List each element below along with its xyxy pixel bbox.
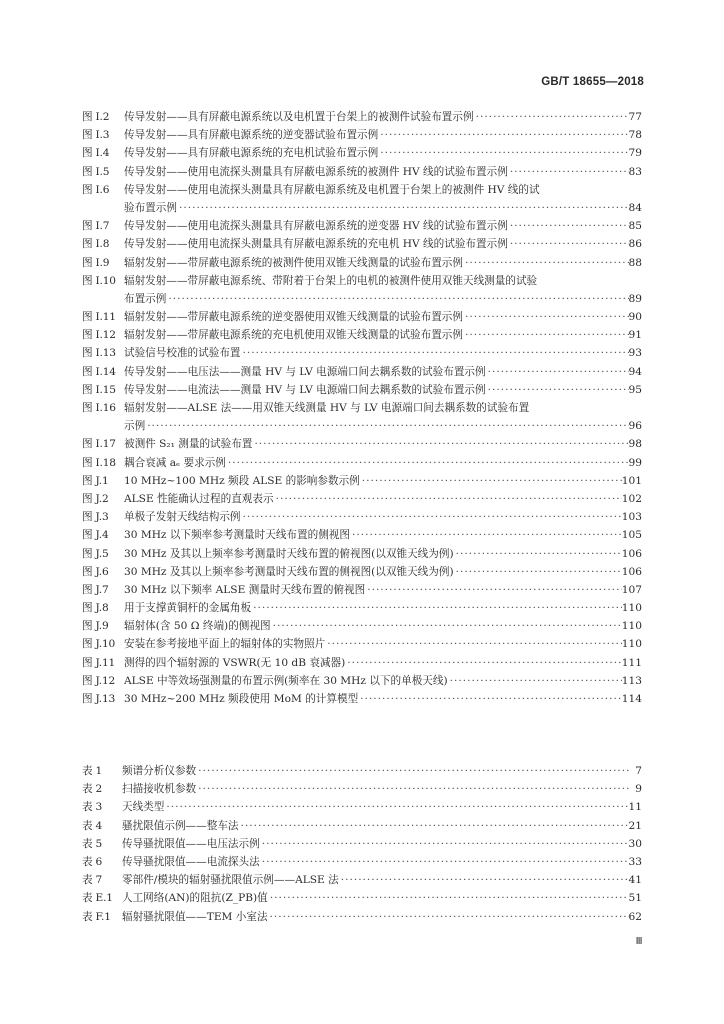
entry-label: 图 I.16 bbox=[82, 402, 116, 414]
entry-page: 7 bbox=[635, 765, 642, 777]
leader-dots bbox=[378, 126, 628, 144]
entry-title: 辐射发射——ALSE 法——用双锥天线测量 HV 与 LV 电源端口间去耦系数的试验布置 bbox=[124, 402, 530, 414]
leader-dots bbox=[508, 217, 629, 235]
entry-title: ALSE 性能确认过程的直观表示 bbox=[124, 492, 274, 505]
entry-title: 30 MHz 以下频率参考测量时天线布置的侧视图 bbox=[124, 529, 350, 542]
toc-entry[interactable] bbox=[82, 871, 642, 889]
standard-number: GB/T 18655—2018 bbox=[541, 76, 644, 88]
toc-entry[interactable] bbox=[82, 835, 642, 853]
entry-label: 图 J.9 bbox=[82, 620, 109, 633]
leader-dots bbox=[241, 344, 629, 362]
toc-entry[interactable] bbox=[82, 654, 642, 672]
entry-title: 测得的四个辐射源的 VSWR(无 10 dB 衰减器) bbox=[124, 656, 346, 669]
entry-label: 图 J.12 bbox=[82, 674, 116, 687]
entry-page: 110 bbox=[621, 602, 642, 615]
leader-dots bbox=[454, 563, 622, 581]
toc-entry[interactable] bbox=[82, 254, 642, 272]
entry-title: 传导骚扰限值——电流探头法 bbox=[122, 855, 260, 868]
entry-label: 图 J.13 bbox=[82, 693, 116, 705]
leader-dots bbox=[239, 817, 629, 835]
entry-title: 安装在参考接地平面上的辐射体的实物照片 bbox=[124, 638, 326, 651]
entry-title-continued: 验布置示例 bbox=[124, 201, 177, 214]
entry-title: 辐射骚扰限值——TEM 小室法 bbox=[122, 910, 268, 923]
toc-entry[interactable] bbox=[82, 908, 642, 926]
leader-dots bbox=[196, 780, 630, 798]
leader-dots bbox=[251, 599, 622, 617]
toc-entry[interactable] bbox=[82, 545, 642, 563]
leader-dots bbox=[350, 526, 622, 544]
entry-label: 表 6 bbox=[82, 855, 103, 868]
entry-label: 图 I.3 bbox=[82, 129, 110, 142]
toc-entry[interactable] bbox=[82, 217, 642, 235]
entry-title: 人工网络(AN)的阻抗(Z_PB)值 bbox=[122, 892, 268, 905]
entry-page: 78 bbox=[628, 129, 642, 142]
entry-page: 86 bbox=[628, 238, 642, 251]
toc-entry-continuation[interactable] bbox=[82, 417, 642, 435]
toc-entry[interactable] bbox=[82, 581, 642, 599]
entry-label: 表 2 bbox=[82, 783, 103, 796]
entry-title: 天线类型 bbox=[122, 801, 165, 814]
entry-label: 图 J.3 bbox=[82, 511, 109, 524]
entry-label: 图 J.6 bbox=[82, 565, 109, 578]
leader-dots bbox=[463, 326, 629, 344]
toc-entry[interactable] bbox=[82, 889, 642, 907]
entry-title: 传导发射——具有屏蔽电源系统的逆变器试验布置示例 bbox=[124, 129, 379, 142]
toc-entry[interactable] bbox=[82, 326, 642, 344]
entry-label: 图 I.10 bbox=[82, 274, 116, 287]
leader-dots bbox=[164, 798, 628, 816]
leader-dots bbox=[177, 199, 629, 217]
toc-entry[interactable] bbox=[82, 563, 642, 581]
entry-title: 用于支撑黄铜杆的金属角板 bbox=[124, 602, 252, 615]
entry-page: 11 bbox=[628, 801, 642, 814]
toc-entry[interactable] bbox=[82, 399, 642, 417]
entry-page: 99 bbox=[628, 456, 642, 469]
entry-page: 93 bbox=[628, 347, 642, 360]
toc-entry[interactable] bbox=[82, 272, 642, 290]
entry-title: 被测件 S₂₁ 测量的试验布置 bbox=[124, 438, 253, 451]
entry-page: 33 bbox=[628, 855, 642, 868]
entry-title: 零部件/模块的辐射骚扰限值示例——ALSE 法 bbox=[122, 874, 339, 887]
entry-page: 111 bbox=[621, 656, 642, 669]
entry-label: 图 I.6 bbox=[82, 183, 110, 196]
toc-entry[interactable] bbox=[82, 108, 642, 126]
entry-title: 扫描接收机参数 bbox=[122, 783, 197, 796]
entry-page: 98 bbox=[628, 438, 642, 451]
entry-title: 传导发射——具有屏蔽电源系统的充电机试验布置示例 bbox=[124, 147, 379, 160]
entry-label: 表 7 bbox=[82, 874, 103, 887]
toc-entry[interactable] bbox=[82, 363, 642, 381]
entry-page: 79 bbox=[628, 147, 642, 160]
entry-label: 表 1 bbox=[82, 765, 103, 777]
entry-label: 图 I.14 bbox=[82, 365, 116, 378]
entry-label: 图 I.5 bbox=[82, 165, 110, 178]
leader-dots bbox=[268, 889, 629, 907]
entry-page: 102 bbox=[621, 492, 642, 505]
entry-page: 84 bbox=[628, 201, 642, 214]
toc-entry[interactable] bbox=[82, 472, 642, 490]
entry-label: 图 J.10 bbox=[82, 638, 116, 651]
figure-list bbox=[82, 108, 642, 708]
entry-label: 图 J.5 bbox=[82, 547, 109, 560]
toc-entry[interactable] bbox=[82, 780, 642, 798]
leader-dots bbox=[145, 417, 628, 435]
entry-label: 图 J.4 bbox=[82, 529, 109, 542]
entry-title: 试验信号校准的试验布置 bbox=[124, 347, 241, 360]
leader-dots bbox=[252, 435, 628, 453]
leader-dots bbox=[325, 635, 621, 653]
leader-dots bbox=[448, 672, 622, 690]
toc-entry[interactable] bbox=[82, 508, 642, 526]
entry-label: 图 I.13 bbox=[82, 347, 116, 360]
entry-title: 频谱分析仪参数 bbox=[122, 765, 197, 777]
entry-page: 113 bbox=[621, 674, 642, 687]
entry-title: 30 MHz 及其以上频率参考测量时天线布置的侧视图(以双锥天线为例) bbox=[124, 565, 454, 578]
entry-label: 表 4 bbox=[82, 819, 103, 832]
entry-title: 传导发射——电压法——测量 HV 与 LV 电源端口间去耦系数的试验布置示例 bbox=[124, 365, 486, 378]
entry-page: 95 bbox=[628, 383, 642, 396]
entry-title: 传导发射——电流法——测量 HV 与 LV 电源端口间去耦系数的试验布置示例 bbox=[124, 383, 486, 396]
leader-dots bbox=[463, 254, 629, 272]
entry-title: 传导发射——具有屏蔽电源系统以及电机置于台架上的被测件试验布置示例 bbox=[124, 111, 474, 123]
entry-title: 传导发射——使用电流探头测量具有屏蔽电源系统的被测件 HV 线的试验布置示例 bbox=[124, 165, 508, 178]
leader-dots bbox=[360, 472, 622, 490]
entry-title-continued: 布置示例 bbox=[124, 292, 167, 305]
leader-dots bbox=[358, 690, 622, 708]
entry-title: 30 MHz 以下频率 ALSE 测量时天线布置的俯视图 bbox=[124, 583, 366, 596]
entry-label: 图 I.8 bbox=[82, 238, 110, 251]
leader-dots bbox=[454, 545, 622, 563]
entry-page: 110 bbox=[621, 638, 642, 651]
leader-dots bbox=[268, 908, 629, 926]
entry-page: 91 bbox=[628, 329, 642, 342]
leader-dots bbox=[241, 508, 622, 526]
entry-title-continued: 示例 bbox=[124, 420, 146, 433]
toc-entry[interactable] bbox=[82, 126, 642, 144]
entry-page: 106 bbox=[621, 547, 642, 560]
entry-title: 单极子发射天线结构示例 bbox=[124, 511, 241, 524]
entry-label: 图 I.7 bbox=[82, 220, 110, 233]
entry-title: 辐射发射——带屏蔽电源系统的充电机使用双锥天线测量的试验布置示例 bbox=[124, 329, 463, 342]
leader-dots bbox=[463, 308, 629, 326]
entry-page: 89 bbox=[628, 292, 642, 305]
leader-dots bbox=[365, 581, 622, 599]
leader-dots bbox=[196, 762, 630, 780]
toc-entry[interactable] bbox=[82, 163, 642, 181]
toc-entry[interactable] bbox=[82, 672, 642, 690]
toc-entry[interactable] bbox=[82, 599, 642, 617]
leader-dots bbox=[508, 235, 629, 253]
toc-entry[interactable] bbox=[82, 344, 642, 362]
entry-page: 96 bbox=[628, 420, 642, 433]
entry-title: 辐射发射——带屏蔽电源系统、带附着于台架上的电机的被测件使用双锥天线测量的试验 bbox=[124, 274, 538, 287]
leader-dots bbox=[486, 381, 629, 399]
entry-page: 21 bbox=[628, 819, 642, 832]
entry-title: 传导发射——使用电流探头测量具有屏蔽电源系统的充电机 HV 线的试验布置示例 bbox=[124, 238, 508, 251]
entry-page: 110 bbox=[621, 620, 642, 633]
entry-title: 辐射发射——带屏蔽电源系统的逆变器使用双锥天线测量的试验布置示例 bbox=[124, 311, 463, 324]
toc-entry[interactable] bbox=[82, 526, 642, 544]
leader-dots bbox=[378, 144, 628, 162]
entry-label: 图 I.17 bbox=[82, 438, 116, 451]
leader-dots bbox=[274, 490, 622, 508]
entry-page: 85 bbox=[628, 220, 642, 233]
entry-page: 106 bbox=[621, 565, 642, 578]
entry-page: 114 bbox=[621, 693, 642, 705]
toc-entry[interactable] bbox=[82, 181, 642, 199]
entry-title: 10 MHz~100 MHz 频段 ALSE 的影响参数示例 bbox=[124, 474, 360, 487]
entry-label: 图 I.9 bbox=[82, 256, 110, 269]
toc-entry[interactable] bbox=[82, 853, 642, 871]
entry-page: 101 bbox=[621, 474, 642, 487]
toc-entry-continuation[interactable] bbox=[82, 199, 642, 217]
leader-dots bbox=[508, 163, 629, 181]
entry-title: 传导骚扰限值——电压法示例 bbox=[122, 837, 260, 850]
entry-page: 94 bbox=[628, 365, 642, 378]
entry-label: 图 I.11 bbox=[82, 311, 116, 324]
leader-dots bbox=[474, 108, 629, 126]
table-list bbox=[82, 762, 642, 926]
leader-dots bbox=[345, 654, 621, 672]
entry-label: 表 3 bbox=[82, 801, 103, 814]
entry-label: 表 E.1 bbox=[82, 892, 113, 905]
entry-page: 107 bbox=[621, 583, 642, 596]
toc-entry[interactable] bbox=[82, 144, 642, 162]
entry-page: 105 bbox=[621, 529, 642, 542]
toc-entry[interactable] bbox=[82, 762, 642, 780]
entry-page: 77 bbox=[628, 111, 642, 123]
entry-title: 辐射体(含 50 Ω 终端)的侧视图 bbox=[124, 620, 271, 633]
leader-dots bbox=[226, 454, 629, 472]
entry-label: 图 J.11 bbox=[82, 656, 116, 669]
entry-label: 图 I.18 bbox=[82, 456, 116, 469]
entry-label: 图 J.8 bbox=[82, 602, 109, 615]
toc-entry[interactable] bbox=[82, 381, 642, 399]
entry-page: 41 bbox=[628, 874, 642, 887]
toc-entry[interactable] bbox=[82, 817, 642, 835]
entry-label: 表 F.1 bbox=[82, 910, 111, 923]
leader-dots bbox=[260, 853, 629, 871]
page-folio: Ⅲ bbox=[635, 936, 642, 947]
leader-dots bbox=[260, 835, 629, 853]
toc-entry[interactable] bbox=[82, 617, 642, 635]
entry-label: 图 I.2 bbox=[82, 111, 110, 123]
entry-title: ALSE 中等效场强测量的布置示例(频率在 30 MHz 以下的单极天线) bbox=[124, 674, 448, 687]
entry-label: 图 J.1 bbox=[82, 474, 109, 487]
toc-entry[interactable] bbox=[82, 235, 642, 253]
entry-title: 辐射发射——带屏蔽电源系统的被测件使用双锥天线测量的试验布置示例 bbox=[124, 256, 463, 269]
entry-page: 103 bbox=[621, 511, 642, 524]
entry-title: 骚扰限值示例——整车法 bbox=[122, 819, 239, 832]
toc-entry[interactable] bbox=[82, 798, 642, 816]
entry-page: 9 bbox=[635, 783, 642, 796]
entry-title: 传导发射——使用电流探头测量具有屏蔽电源系统的逆变器 HV 线的试验布置示例 bbox=[124, 220, 508, 233]
entry-page: 90 bbox=[628, 311, 642, 324]
leader-dots bbox=[486, 363, 629, 381]
entry-label: 图 I.4 bbox=[82, 147, 110, 160]
entry-label: 图 I.15 bbox=[82, 383, 116, 396]
entry-label: 图 I.12 bbox=[82, 329, 116, 342]
toc-entry-continuation[interactable] bbox=[82, 290, 642, 308]
entry-page: 62 bbox=[628, 910, 642, 923]
entry-label: 表 5 bbox=[82, 837, 103, 850]
entry-title: 耦合衰减 aₑ 要求示例 bbox=[124, 456, 226, 469]
entry-page: 88 bbox=[628, 256, 642, 269]
leader-dots bbox=[271, 617, 622, 635]
toc-entry[interactable] bbox=[82, 635, 642, 653]
toc-entry[interactable] bbox=[82, 454, 642, 472]
toc-entry[interactable] bbox=[82, 435, 642, 453]
entry-title: 30 MHz~200 MHz 频段使用 MoM 的计算模型 bbox=[124, 693, 359, 705]
toc-entry[interactable] bbox=[82, 490, 642, 508]
entry-label: 图 J.7 bbox=[82, 583, 109, 596]
entry-page: 83 bbox=[628, 165, 642, 178]
toc-entry[interactable] bbox=[82, 308, 642, 326]
entry-page: 30 bbox=[628, 837, 642, 850]
entry-title: 30 MHz 及其以上频率参考测量时天线布置的俯视图(以双锥天线为例) bbox=[124, 547, 454, 560]
entry-page: 51 bbox=[628, 892, 642, 905]
toc-entry[interactable] bbox=[82, 690, 642, 708]
leader-dots bbox=[339, 871, 629, 889]
entry-title: 传导发射——使用电流探头测量具有屏蔽电源系统及电机置于台架上的被测件 HV 线的试 bbox=[124, 183, 540, 196]
leader-dots bbox=[166, 290, 628, 308]
entry-label: 图 J.2 bbox=[82, 492, 109, 505]
